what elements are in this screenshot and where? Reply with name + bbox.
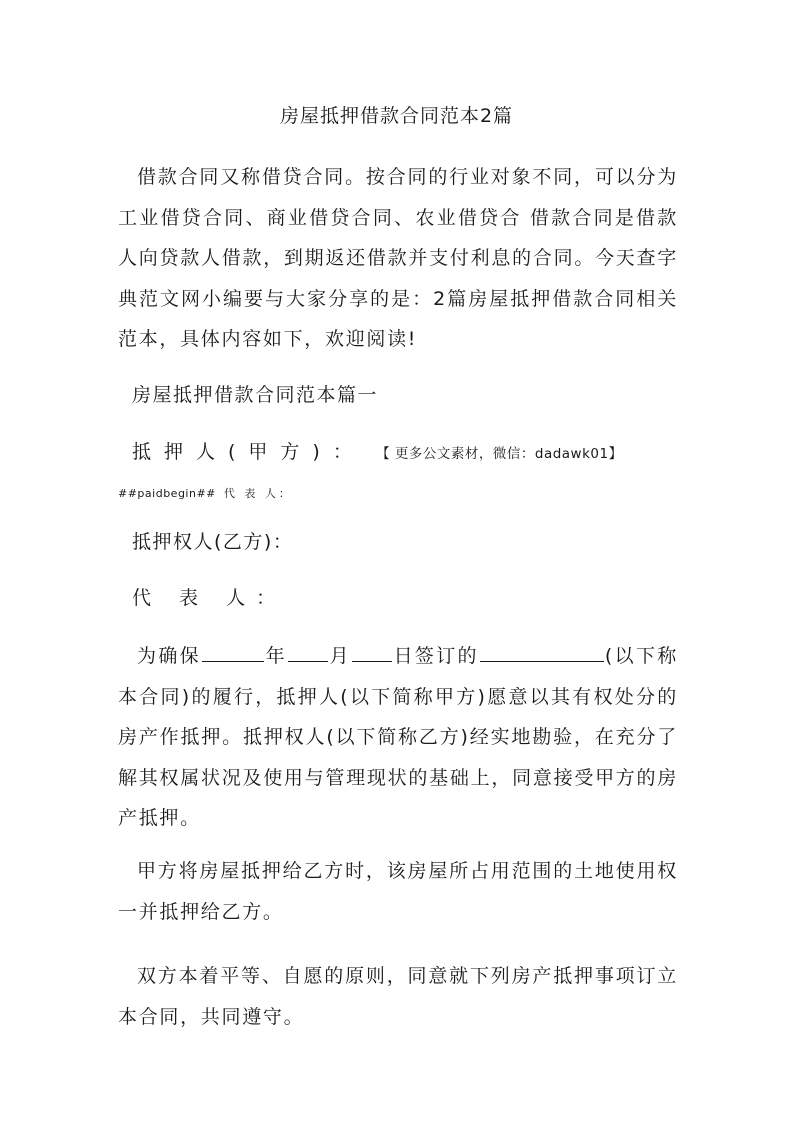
mortgagor-label: 抵押人(甲方)：	[132, 441, 365, 463]
clause-1-part3: 月	[328, 645, 351, 667]
section-heading	[118, 382, 378, 408]
mortgagee-line	[118, 529, 293, 555]
blank-month	[352, 643, 392, 662]
clause-1	[118, 636, 678, 839]
mortgagee-label: 抵押权人(乙方)：	[132, 531, 294, 553]
mortgagor-line	[118, 439, 623, 467]
paid-marker: ##paidbegin##	[118, 487, 216, 500]
clause-1-part4: 日签订的	[392, 645, 479, 667]
clause-1-part1: 为确保	[137, 645, 201, 667]
clause-1-part5: (以下称本合同)的履行，抵押人(以下简称甲方)愿意以其有权处分的房产作抵押。抵押权人(以下简称乙方)经实地勘验，在充分了解其权属状况及使用与管理现状的基础上，同意接受甲方的房产抵押。	[118, 645, 678, 829]
promo-text: 【 更多公文素材，微信：dadawk01】	[382, 446, 623, 462]
intro-paragraph: 借款合同又称借贷合同。按合同的行业对象不同，可以分为工业借贷合同、商业借贷合同、农业借贷合 借款合同是借款人向贷款人借款，到期返还借款并支付利息的合同。今天查字典范文网小编要与大家分享的是：2篇房屋抵押借款合同相关范本，具体内容如下，欢迎阅读!	[118, 166, 678, 350]
section-heading-text: 房屋抵押借款合同范本篇一	[132, 384, 379, 406]
document-title: 房屋抵押借款合同范本2篇	[279, 105, 514, 127]
blank-year	[288, 643, 328, 662]
clause-1-part2: 年	[265, 645, 287, 667]
clause-2: 甲方将房屋抵押给乙方时，该房屋所占用范围的土地使用权一并抵押给乙方。	[118, 860, 678, 923]
representative-label: 代 表 人：	[132, 587, 287, 609]
blank-contract-ref	[202, 643, 264, 662]
blank-contract-name	[480, 643, 604, 662]
clause-3: 双方本着平等、自愿的原则，同意就下列房产抵押事项订立本合同，共同遵守。	[118, 965, 678, 1028]
rep-label-small: 代 表 人：	[223, 487, 293, 500]
representative-line	[118, 585, 286, 611]
paid-marker-line	[118, 486, 293, 502]
